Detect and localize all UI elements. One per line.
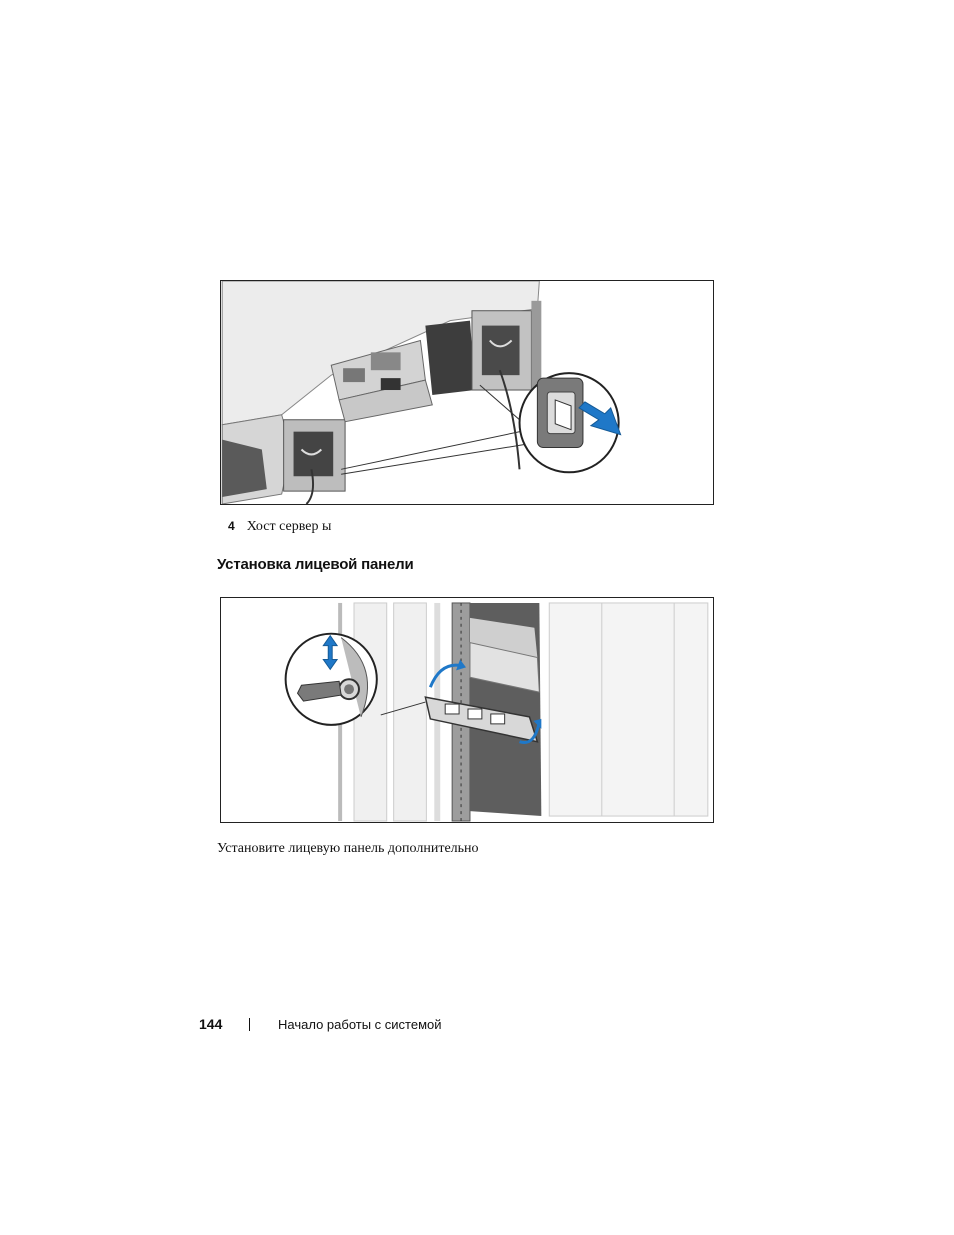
page-number: 144 [199, 1016, 223, 1032]
footer-separator [249, 1018, 250, 1031]
step-4 [228, 519, 331, 535]
bezel-install-illustration [221, 598, 713, 822]
power-connection-figure [220, 280, 714, 505]
section-title: Установка лицевой панели [217, 556, 414, 573]
step-number: 4 [228, 519, 235, 533]
page-footer [199, 1016, 442, 1032]
power-connection-illustration [221, 281, 713, 504]
chapter-title: Начало работы с системой [278, 1016, 442, 1032]
step-text: Хост сервер ы [246, 519, 332, 534]
bezel-install-figure [220, 597, 714, 823]
instruction-text: Установите лицевую панель дополнительно [217, 841, 479, 856]
